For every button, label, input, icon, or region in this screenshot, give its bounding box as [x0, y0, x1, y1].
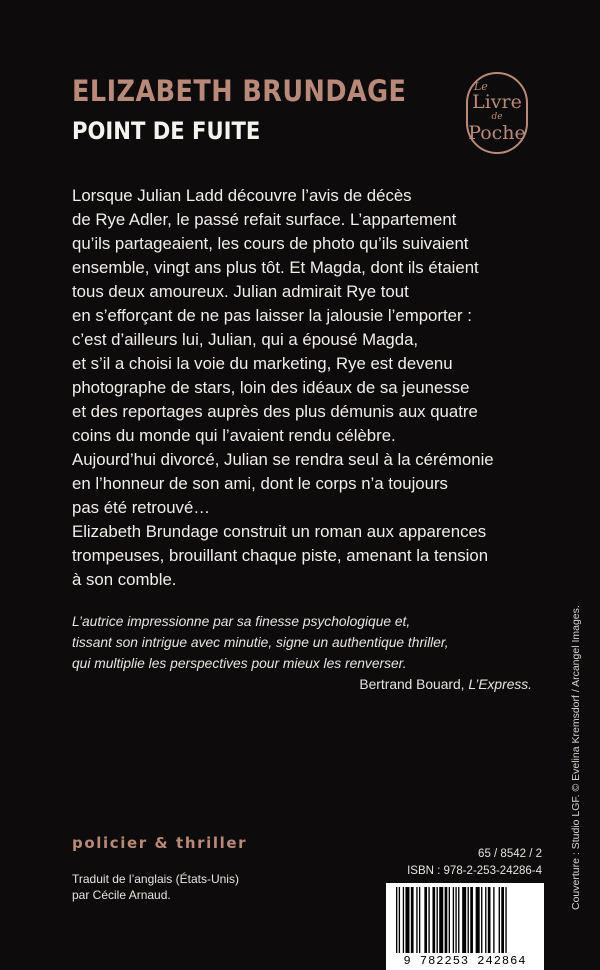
- barcode-bar: [396, 887, 397, 953]
- publisher-logo: [466, 72, 528, 154]
- synopsis-line: qu’ils partageaient, les cours de photo qu’ils suivaient: [72, 234, 469, 253]
- barcode-bar: [493, 887, 494, 953]
- barcode-bar: [437, 887, 438, 953]
- barcode-bar: [416, 887, 417, 953]
- barcode-bar: [453, 887, 454, 953]
- barcode-bar: [462, 887, 466, 953]
- logo-le: Le: [474, 80, 488, 93]
- quote-line: tissant son intrigue avec minutie, signe un authentique thriller,: [72, 635, 449, 650]
- synopsis-line: à son comble.: [72, 570, 177, 589]
- synopsis-line: trompeuses, brouillant chaque piste, amenant la tension: [72, 546, 489, 565]
- synopsis-line: tous deux amoureux. Julian admirait Rye tout: [72, 282, 409, 301]
- barcode-bar: [485, 887, 486, 953]
- catalog-number: 65 / 8542 / 2: [478, 848, 542, 860]
- press-quote: [72, 611, 532, 695]
- quote-line: qui multiplie les perspectives pour mieux les renverser.: [72, 656, 407, 671]
- translation-credit: [72, 871, 239, 903]
- author-name: ELIZABETH BRUNDAGE: [72, 74, 407, 108]
- cover-credit: Couverture : Studio LGF. © Evelina Kremsdorf / Arcangel Images.: [570, 605, 582, 910]
- synopsis-line: en s’efforçant de ne pas laisser la jalousie l’emporter :: [72, 306, 472, 325]
- barcode-bar: [403, 887, 404, 953]
- product-codes: [395, 846, 542, 880]
- synopsis-line: c’est d’ailleurs lui, Julian, qui a épousé Magda,: [72, 330, 419, 349]
- collection-genre: policier & thriller: [72, 834, 248, 852]
- synopsis-line: en l’honneur de son ami, dont le corps n’a toujours: [72, 474, 448, 493]
- synopsis-line: Elizabeth Brundage construit un roman aux apparences: [72, 522, 487, 541]
- barcode: [386, 883, 544, 970]
- barcode-bars: [390, 887, 540, 953]
- synopsis: [72, 184, 542, 592]
- synopsis-line: et s’il a choisi la voie du marketing, Rye est devenu: [72, 354, 453, 373]
- barcode-bar: [455, 887, 456, 953]
- book-title: POINT DE FUITE: [72, 117, 261, 145]
- barcode-bar: [439, 887, 443, 953]
- barcode-bar: [419, 887, 420, 953]
- logo-livre: Livre: [472, 91, 522, 113]
- synopsis-line: et des reportages auprès des plus démunis aux quatre: [72, 402, 478, 421]
- isbn: ISBN : 978-2-253-24286-4: [407, 865, 542, 877]
- barcode-bar: [470, 887, 473, 953]
- barcode-bar: [449, 887, 450, 953]
- synopsis-line: photographe de stars, loin des idéaux de sa jeunesse: [72, 378, 470, 397]
- barcode-bar: [399, 887, 400, 953]
- barcode-bar: [458, 887, 459, 953]
- barcode-bar: [445, 887, 448, 953]
- synopsis-line: Lorsque Julian Ladd découvre l’avis de décès: [72, 186, 412, 205]
- barcode-bar: [405, 887, 409, 953]
- barcode-bar: [411, 887, 414, 953]
- barcode-bar: [468, 887, 469, 953]
- synopsis-line: Aujourd’hui divorcé, Julian se rendra seul à la cérémonie: [72, 450, 494, 469]
- translation-line-2: par Cécile Arnaud.: [72, 888, 171, 902]
- barcode-bar: [499, 887, 500, 953]
- barcode-bar: [501, 887, 504, 953]
- synopsis-line: pas été retrouvé…: [72, 498, 211, 517]
- barcode-bar: [488, 887, 491, 953]
- barcode-bar: [505, 887, 506, 953]
- barcode-bar: [432, 887, 435, 953]
- barcode-bar: [481, 887, 482, 953]
- synopsis-line: coins du monde qui l’avaient rendu célèbre.: [72, 426, 396, 445]
- quote-line: L’autrice impressionne par sa finesse psychologique et,: [72, 614, 411, 629]
- translation-line-1: Traduit de l’anglais (États-Unis): [72, 872, 239, 886]
- logo-de: de: [491, 112, 503, 122]
- barcode-bar: [424, 887, 427, 953]
- synopsis-line: ensemble, vingt ans plus tôt. Et Magda, dont ils étaient: [72, 258, 479, 277]
- attribution-name: Bertrand Bouard,: [359, 677, 469, 692]
- barcode-bar: [428, 887, 429, 953]
- barcode-bar: [476, 887, 480, 953]
- attribution-source: L’Express.: [468, 677, 532, 692]
- barcode-digits: 9 782253 242864: [386, 954, 544, 968]
- quote-attribution: [72, 674, 532, 695]
- logo-poche: Poche: [468, 122, 526, 144]
- synopsis-line: de Rye Adler, le passé refait surface. L’appartement: [72, 210, 457, 229]
